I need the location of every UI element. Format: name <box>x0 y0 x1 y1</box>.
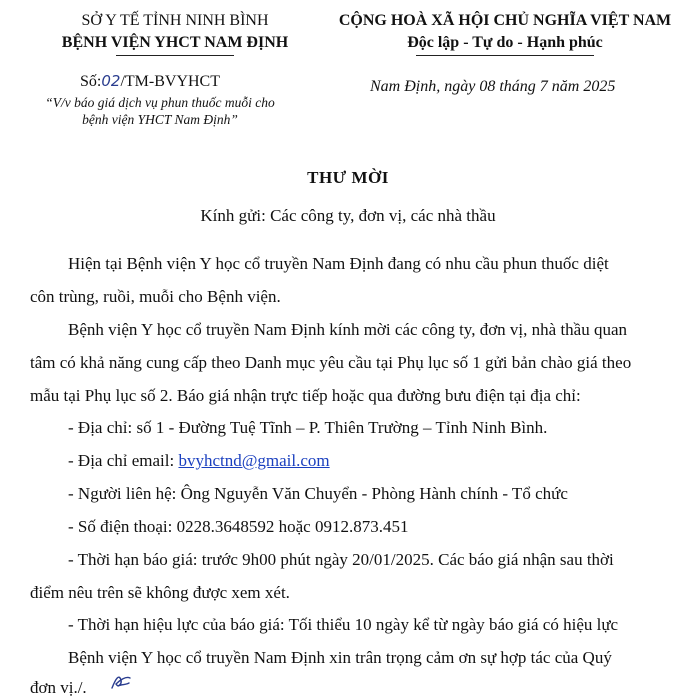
doc-no-suffix: /TM-BVYHCT <box>120 73 220 90</box>
issuer-department: SỞ Y TẾ TỈNH NINH BÌNH <box>81 12 269 29</box>
national-title: CỘNG HOÀ XÃ HỘI CHỦ NGHĨA VIỆT NAM <box>338 12 672 29</box>
issuer-header <box>30 10 320 56</box>
national-motto: Độc lập - Tự do - Hạnh phúc <box>407 34 603 51</box>
document-title: THƯ MỜI <box>307 168 389 187</box>
date-line: Nam Định, ngày 08 tháng 7 năm 2025 <box>370 78 616 95</box>
doc-no-label: Số: <box>80 73 102 90</box>
validity-line: - Thời hạn hiệu lực của báo giá: Tối thiểu 10 ngày kể từ ngày báo giá có hiệu lực <box>68 615 619 634</box>
national-header <box>320 10 690 56</box>
document-number <box>80 72 220 91</box>
paragraph-2-line-1: Bệnh viện Y học cổ truyền Nam Định kính mời các công ty, đơn vị, nhà thầu quan <box>68 320 628 339</box>
paragraph-2-line-3: mẫu tại Phụ lục số 2. Báo giá nhận trực tiếp hoặc qua đường bưu điện tại địa chỉ: <box>30 386 581 405</box>
subject-line-1: “V/v báo giá dịch vụ phun thuốc muỗi cho <box>45 95 275 110</box>
paragraph-1-line-1: Hiện tại Bệnh viện Y học cổ truyền Nam Định đang có nhu cầu phun thuốc diệt <box>68 254 609 273</box>
paragraph-1-line-2: côn trùng, ruồi, muỗi cho Bệnh viện. <box>30 287 281 306</box>
greeting: Kính gửi: Các công ty, đơn vị, các nhà thầu <box>200 206 496 225</box>
email-label: - Địa chỉ email: <box>68 451 179 470</box>
issuer-hospital: BỆNH VIỆN YHCT NAM ĐỊNH <box>61 34 289 51</box>
doc-no-handwritten: 02 <box>101 72 121 90</box>
thanks-line-1: Bệnh viện Y học cổ truyền Nam Định xin trân trọng cảm ơn sự hợp tác của Quý <box>68 648 612 667</box>
address-line: - Địa chỉ: số 1 - Đường Tuệ Tĩnh – P. Thiên Trường – Tỉnh Ninh Bình. <box>68 418 548 437</box>
issuer-underline <box>116 55 234 56</box>
initials-signature-icon <box>110 672 132 692</box>
email-line <box>68 451 330 471</box>
thanks-line-2: đơn vị./. <box>30 678 87 697</box>
deadline-line-2: điểm nêu trên sẽ không được xem xét. <box>30 583 290 602</box>
deadline-line-1: - Thời hạn báo giá: trước 9h00 phút ngày 20/01/2025. Các báo giá nhận sau thời <box>68 550 614 569</box>
paragraph-2-line-2: tâm có khả năng cung cấp theo Danh mục yêu cầu tại Phụ lục số 1 gửi bản chào giá theo <box>30 353 632 372</box>
subject-line <box>30 94 290 128</box>
subject-line-2: bệnh viện YHCT Nam Định” <box>82 112 238 127</box>
motto-underline <box>416 55 594 56</box>
email-link[interactable]: bvyhctnd@gmail.com <box>178 451 330 470</box>
contact-line: - Người liên hệ: Ông Nguyễn Văn Chuyển - Phòng Hành chính - Tổ chức <box>68 484 568 503</box>
phone-line: - Số điện thoại: 0228.3648592 hoặc 0912.873.451 <box>68 517 409 536</box>
